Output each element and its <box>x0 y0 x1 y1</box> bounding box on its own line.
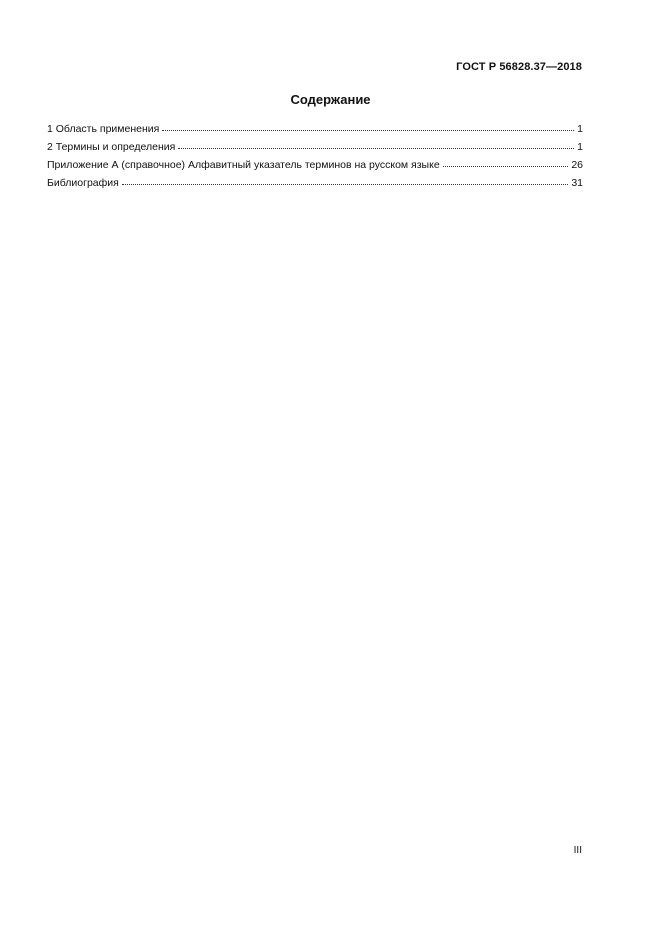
toc-entry[interactable] <box>47 120 583 138</box>
toc-entry-page: 26 <box>571 159 583 171</box>
toc-dot-leader <box>162 130 574 131</box>
toc-entry[interactable] <box>47 156 583 174</box>
toc-entry-label: Библиография <box>47 177 119 189</box>
toc-dot-leader <box>122 184 568 185</box>
toc-dot-leader <box>443 166 569 167</box>
table-of-contents <box>47 120 583 192</box>
document-standard-id: ГОСТ Р 56828.37—2018 <box>456 61 582 73</box>
toc-entry[interactable] <box>47 138 583 156</box>
page-number: III <box>573 845 582 856</box>
toc-entry-page: 1 <box>577 123 583 135</box>
toc-entry-label: Приложение А (справочное) Алфавитный указатель терминов на русском языке <box>47 159 440 171</box>
toc-entry[interactable] <box>47 174 583 192</box>
toc-entry-label: 1 Область применения <box>47 123 160 135</box>
toc-entry-page: 31 <box>571 177 583 189</box>
toc-dot-leader <box>178 148 574 149</box>
toc-entry-page: 1 <box>577 141 583 153</box>
toc-title: Содержание <box>290 92 371 107</box>
toc-entry-label: 2 Термины и определения <box>47 141 176 153</box>
